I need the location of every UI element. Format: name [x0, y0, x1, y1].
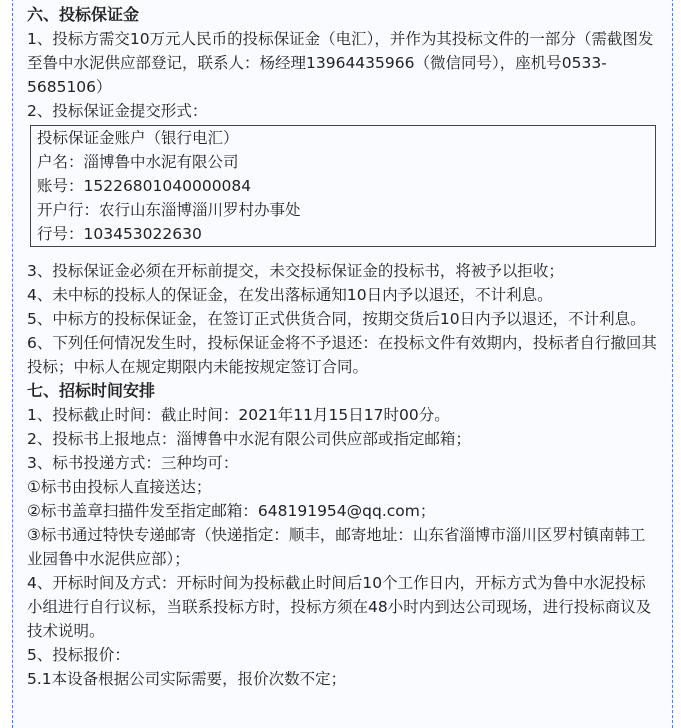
section-7-title: 七、招标时间安排	[27, 381, 156, 400]
paragraph: 2、投标书上报地点：淄博鲁中水泥有限公司供应部或指定邮箱；	[27, 430, 471, 448]
account-number: 账号：15226801040000084	[37, 177, 252, 195]
paragraph: 1、投标截止时间：截止时间：2021年11月15日17时00分。	[27, 406, 450, 424]
account-code: 行号：103453022630	[37, 225, 202, 243]
paragraph: 4、开标时间及方式：开标时间为投标截止时间后10个工作日内，开标方式为鲁中水泥投标小组进行自行议标，当联系投标方时，投标方须在48小时内到达公司现场，进行投标商议及技术说明。	[27, 574, 652, 640]
paragraph: 5、中标方的投标保证金，在签订正式供货合同，按期交货后10日内予以退还，不计利息。	[27, 310, 646, 328]
paragraph: 6、下列任何情况发生时，投标保证金将不予退还：在投标文件有效期内，投标者自行撤回其投标；中标人在规定期限内未能按规定签订合同。	[27, 334, 657, 376]
document-content	[27, 3, 657, 691]
account-name: 户名：淄博鲁中水泥有限公司	[37, 153, 239, 171]
account-bank: 开户行：农行山东淄博淄川罗村办事处	[37, 201, 301, 219]
paragraph: 3、投标保证金必须在开标前提交，未交投标保证金的投标书，将被予以拒收；	[27, 262, 564, 280]
paragraph: 3、标书投递方式：三种均可：	[27, 454, 239, 472]
paragraph: 5、投标报价：	[27, 646, 130, 664]
section-6-title: 六、投标保证金	[27, 5, 140, 24]
paragraph: 5.1本设备根据公司实际需要，报价次数不定；	[27, 670, 347, 688]
paragraph: 1、投标方需交10万元人民币的投标保证金（电汇），并作为其投标文件的一部分（需截图发至鲁中水泥供应部登记，联系人：杨经理13964435966（微信同号），座机号0533-5685106）	[27, 30, 654, 96]
paragraph: 2、投标保证金提交形式：	[27, 102, 208, 120]
account-header: 投标保证金账户（银行电汇）	[37, 129, 239, 147]
account-table	[30, 125, 656, 247]
paragraph: 4、未中标的投标人的保证金，在发出落标通知10日内予以退还，不计利息。	[27, 286, 553, 304]
list-item: ①标书由投标人直接送达；	[27, 478, 212, 496]
list-item: ②标书盖章扫描件发至指定邮箱：648191954@qq.com；	[27, 502, 436, 520]
list-item: ③标书通过特快专递邮寄（快递指定：顺丰，邮寄地址：山东省淄博市淄川区罗村镇南韩工业园鲁中水泥供应部）；	[27, 526, 646, 568]
